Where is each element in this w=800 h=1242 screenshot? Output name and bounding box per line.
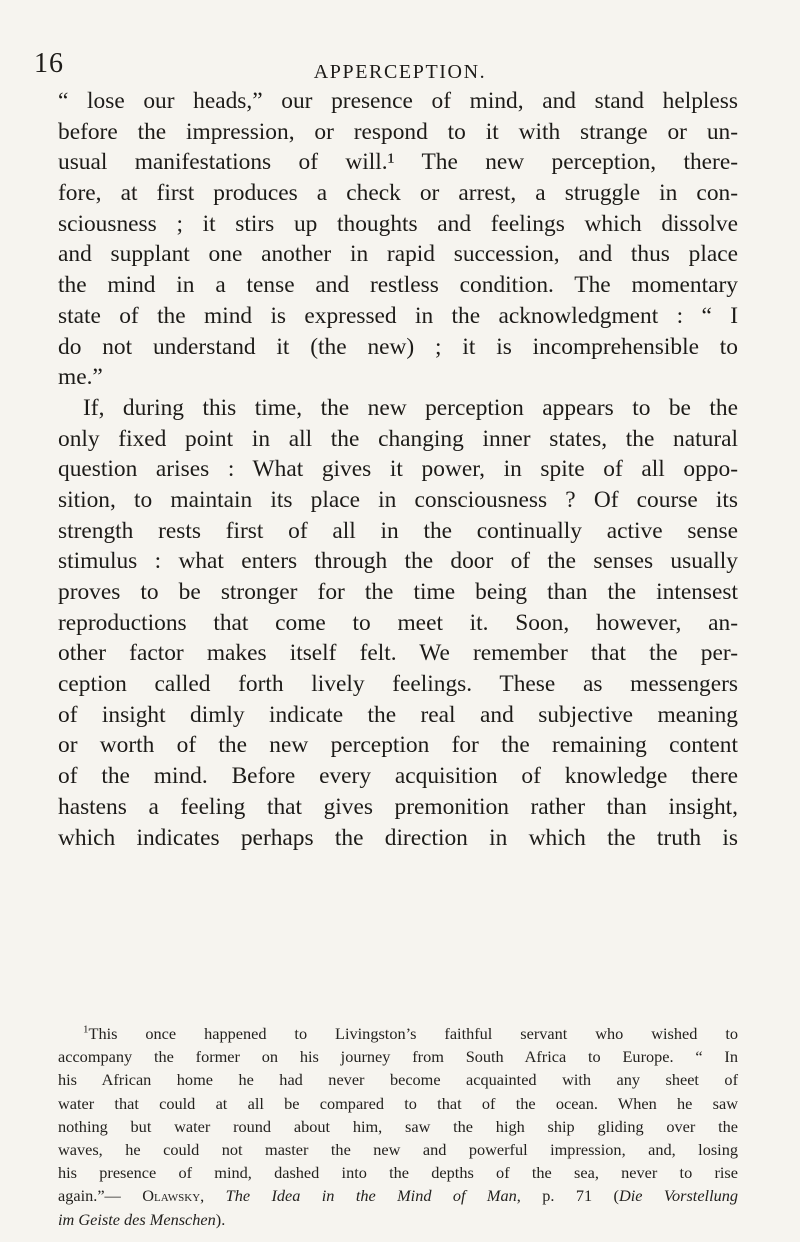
footnote-author: Olawsky: [142, 1186, 201, 1206]
page-header: [34, 48, 766, 88]
footnote-title-german: Die Vorstellung: [618, 1186, 739, 1206]
footnote-line: nothing but water round about him, saw the high ship gliding over the: [58, 1116, 738, 1136]
text-line: the mind in a tense and restless condition. The momentary: [58, 272, 738, 299]
text-line: proves to be stronger for the time being than the intensest: [58, 579, 738, 605]
text-line: do not understand it (the new) ; it is incomprehensible to: [58, 333, 738, 360]
text-line: which indicates perhaps the direction in which the truth is: [58, 824, 738, 851]
text-line: question arises : What gives it power, in spite of all oppo-: [58, 456, 738, 483]
text-line: and supplant one another in rapid succession, and thus place: [58, 241, 738, 268]
footnote-line: waves, he could not master the new and powerful impression, and, losing: [58, 1139, 738, 1159]
text-line: hastens a feeling that gives premonition rather than insight,: [58, 793, 738, 820]
text-line: or worth of the new perception for the remaining content: [58, 732, 738, 759]
text-line: sciousness ; it stirs up thoughts and feelings which dissolve: [58, 210, 738, 237]
text-line: fore, at first produces a check or arrest, a struggle in con-: [58, 180, 738, 207]
text-line: other factor makes itself felt. We remember that the per-: [58, 640, 738, 667]
footnote-line: [58, 1208, 738, 1231]
footnote-text: , p. 71 (: [516, 1186, 619, 1206]
text-line: sition, to maintain its place in consciousness ? Of course its: [58, 486, 738, 513]
text-line: only fixed point in all the changing inner states, the natural: [58, 425, 738, 452]
footnote-title-english: The Idea in the Mind of Man: [225, 1186, 517, 1206]
footnote-line: accompany the former on his journey from South Africa to Europe. “ In: [58, 1047, 738, 1067]
footnote-line: [58, 1022, 738, 1045]
text-line: usual manifestations of will.¹ The new perception, there-: [58, 149, 738, 176]
text-line: “ lose our heads,” our presence of mind, and stand helpless: [58, 88, 738, 114]
footnote: [58, 1022, 738, 1231]
text-line: of insight dimly indicate the real and subjective meaning: [58, 701, 738, 728]
text-line: strength rests first of all in the continually active sense: [58, 517, 738, 544]
footnote-text: This once happened to Livingston’s faithful servant who wished to: [88, 1024, 738, 1043]
footnote-title-german: im Geiste des Menschen: [58, 1209, 216, 1229]
footnote-text: again.”—: [58, 1186, 143, 1206]
footnote-line: water that could at all be compared to that of the ocean. When he saw: [58, 1093, 738, 1113]
text-line: stimulus : what enters through the door of the senses usually: [58, 548, 738, 575]
footnote-line: [58, 1184, 738, 1207]
text-line: state of the mind is expressed in the acknowledgment : “ I: [58, 302, 738, 329]
running-head: APPERCEPTION.: [313, 61, 487, 83]
footnote-line: his presence of mind, dashed into the depths of the sea, never to rise: [58, 1163, 738, 1183]
footnote-line: his African home he had never become acquainted with any sheet of: [58, 1070, 738, 1090]
main-text: [58, 86, 738, 853]
page-number: 16: [34, 48, 64, 79]
text-line: me.”: [58, 364, 103, 391]
text-line: ception called forth lively feelings. These as messengers: [58, 671, 738, 698]
text-line: reproductions that come to meet it. Soon, however, an-: [58, 609, 738, 636]
text-line: of the mind. Before every acquisition of knowledge there: [58, 763, 738, 790]
footnote-text: ,: [200, 1186, 226, 1206]
text-line: If, during this time, the new perception appears to be the: [83, 394, 738, 421]
footnote-marker: 1: [83, 1023, 89, 1036]
footnote-text: ).: [215, 1209, 226, 1229]
text-line: before the impression, or respond to it with strange or un-: [58, 118, 738, 145]
